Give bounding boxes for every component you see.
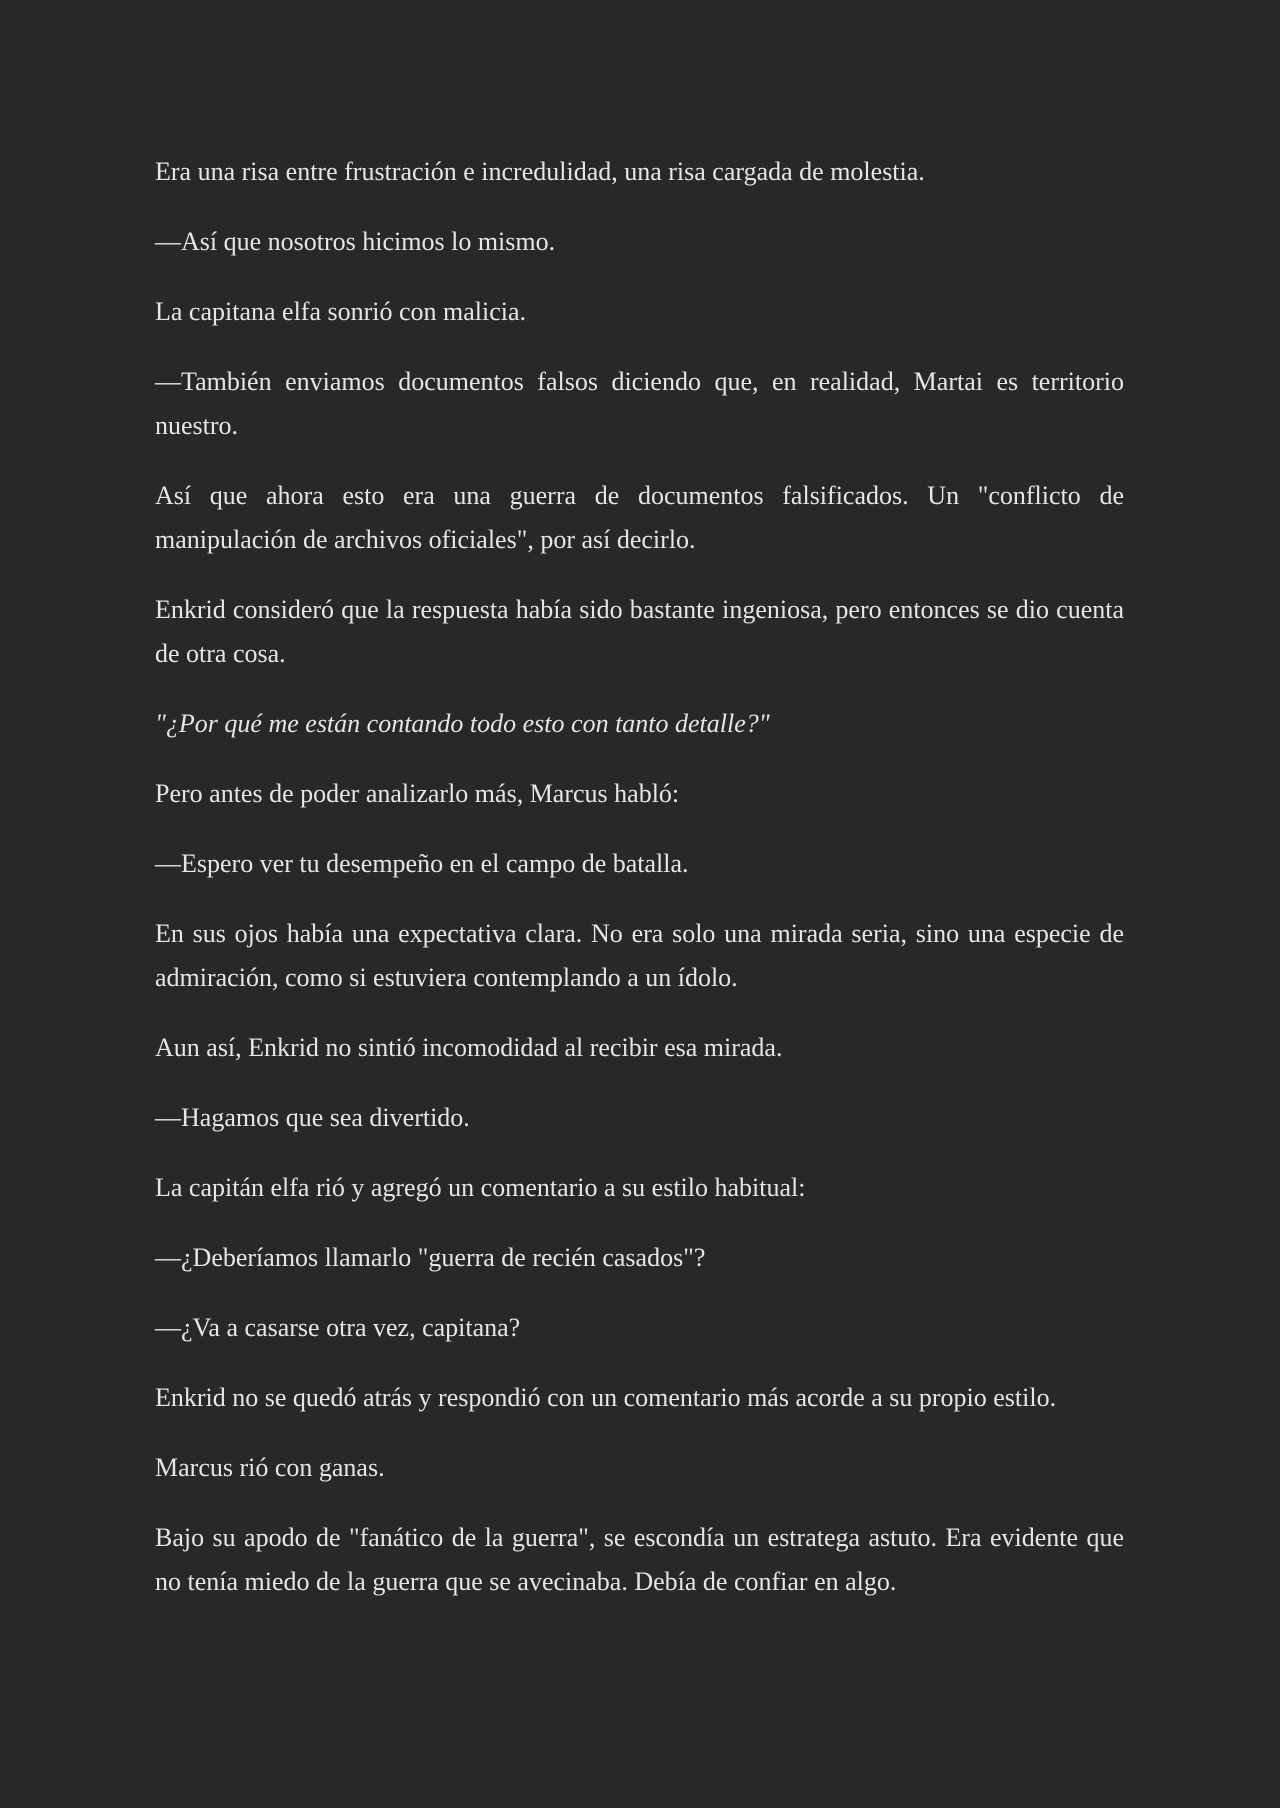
paragraph: Enkrid no se quedó atrás y respondió con un comentario más acorde a su propio estilo.: [155, 1383, 1057, 1412]
paragraph: Marcus rió con ganas.: [155, 1453, 385, 1482]
paragraph: Pero antes de poder analizarlo más, Marcus habló:: [155, 779, 680, 808]
paragraph: Bajo su apodo de "fanático de la guerra", se escondía un estratega astuto. Era evidente que no tenía miedo de la guerra que se avecinaba. Debía de confiar en algo.: [155, 1523, 1124, 1596]
paragraph: Enkrid consideró que la respuesta había sido bastante ingeniosa, pero entonces se dio cuenta de otra cosa.: [155, 595, 1124, 668]
dialogue-line: —Así que nosotros hicimos lo mismo.: [155, 227, 556, 256]
paragraph: Así que ahora esto era una guerra de documentos falsificados. Un "conflicto de manipulación de archivos oficiales", por así decirlo.: [155, 481, 1124, 554]
dialogue-line: —¿Deberíamos llamarlo "guerra de recién casados"?: [155, 1243, 706, 1272]
paragraph: En sus ojos había una expectativa clara. No era solo una mirada seria, sino una especie de admiración, como si estuviera contemplando a un ídolo.: [155, 919, 1124, 992]
dialogue-line: —Hagamos que sea divertido.: [155, 1103, 470, 1132]
chapter-text: [155, 150, 1124, 1630]
paragraph: Aun así, Enkrid no sintió incomodidad al recibir esa mirada.: [155, 1033, 783, 1062]
paragraph: La capitán elfa rió y agregó un comentario a su estilo habitual:: [155, 1173, 806, 1202]
dialogue-line: —¿Va a casarse otra vez, capitana?: [155, 1313, 521, 1342]
dialogue-line: —También enviamos documentos falsos diciendo que, en realidad, Martai es territorio nuestro.: [155, 367, 1124, 440]
dialogue-line: —Espero ver tu desempeño en el campo de batalla.: [155, 849, 689, 878]
inner-thought: "¿Por qué me están contando todo esto con tanto detalle?": [155, 709, 770, 738]
paragraph: La capitana elfa sonrió con malicia.: [155, 297, 527, 326]
paragraph: Era una risa entre frustración e incredulidad, una risa cargada de molestia.: [155, 157, 925, 186]
